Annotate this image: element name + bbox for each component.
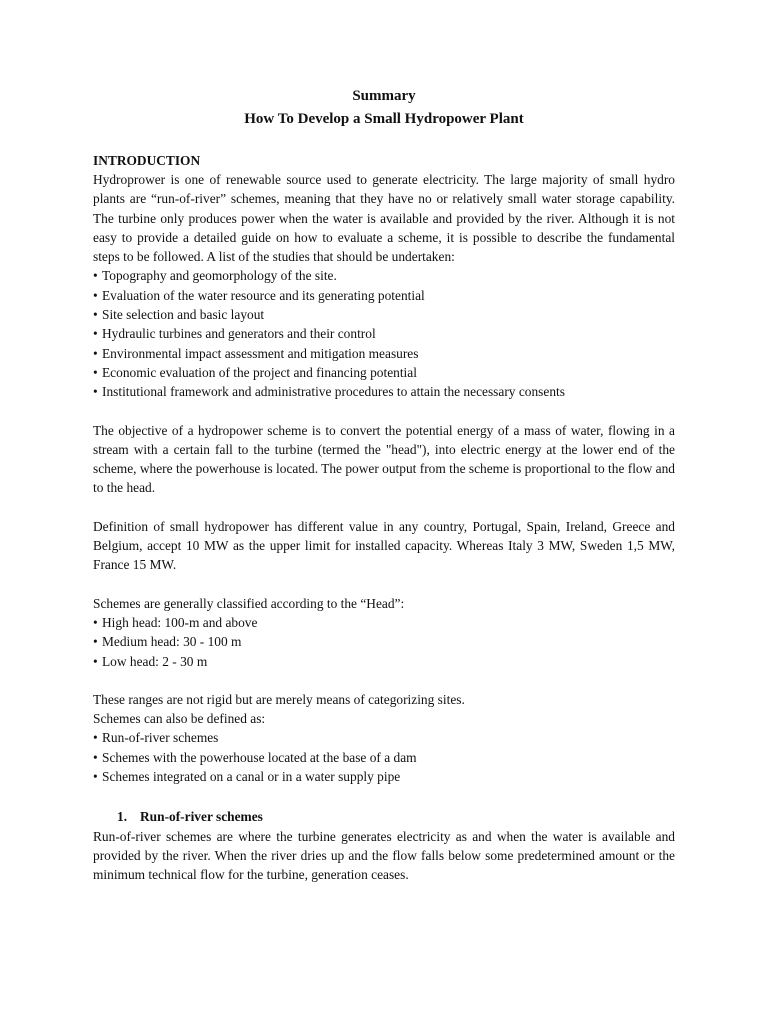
head-classes-list bbox=[93, 613, 675, 671]
list-item: • Hydraulic turbines and generators and their control bbox=[93, 324, 675, 343]
section-title: Run-of-river schemes bbox=[140, 809, 263, 825]
defined-as-line: Schemes can also be defined as: bbox=[93, 711, 266, 727]
list-item: • Schemes with the powerhouse located at the base of a dam bbox=[93, 748, 675, 767]
list-item: • Medium head: 30 - 100 m bbox=[93, 632, 675, 651]
introduction-heading: INTRODUCTION bbox=[93, 153, 201, 168]
list-item: • Run-of-river schemes bbox=[93, 728, 675, 747]
list-item: • Site selection and basic layout bbox=[93, 305, 675, 324]
list-item: • High head: 100-m and above bbox=[93, 613, 675, 632]
list-item: • Topography and geomorphology of the site. bbox=[93, 266, 675, 285]
definition-paragraph: Definition of small hydropower has different value in any country, Portugal, Spain, Ireland, Greece and Belgium, accept 10 MW as the upper limit for installed capacity. Whereas Italy 3 MW, Sweden 1,5 MW, France 15 MW. bbox=[93, 518, 675, 573]
list-item: • Evaluation of the water resource and its generating potential bbox=[93, 286, 675, 305]
document-title: Summary bbox=[352, 88, 416, 104]
list-item: • Low head: 2 - 30 m bbox=[93, 652, 675, 671]
head-intro: Schemes are generally classified according to the “Head”: bbox=[93, 595, 405, 611]
list-item: • Institutional framework and administrative procedures to attain the necessary consents bbox=[93, 382, 675, 401]
list-item: • Economic evaluation of the project and financing potential bbox=[93, 363, 675, 382]
section-1-heading bbox=[93, 807, 675, 826]
section-1-paragraph: Run-of-river schemes are where the turbine generates electricity as and when the water is available and provided by the river. When the river dries up and the flow falls below some predetermined amount or the minimum technical flow for the turbine, generation ceases. bbox=[93, 828, 675, 883]
intro-paragraph: Hydroprower is one of renewable source used to generate electricity. The large majority of small hydro plants are “run-of-river” schemes, meaning that they have no or relatively small water storage capability. The turbine only produces power when the water is available and provided by the river. Although it is not easy to provide a detailed guide on how to evaluate a scheme, it is possible to describe the fundamental steps to be followed. A list of the studies that should be undertaken: bbox=[93, 172, 675, 265]
scheme-types-list bbox=[93, 728, 675, 786]
list-item: • Schemes integrated on a canal or in a water supply pipe bbox=[93, 767, 675, 786]
document-subtitle: How To Develop a Small Hydropower Plant bbox=[244, 111, 524, 127]
objective-paragraph: The objective of a hydropower scheme is to convert the potential energy of a mass of water, flowing in a stream with a certain fall to the turbine (termed the "head"), into electric energy at the lower end of the scheme, where the powerhouse is located. The power output from the scheme is proportional to the flow and to the head. bbox=[93, 422, 675, 496]
document-body bbox=[93, 86, 675, 885]
studies-list bbox=[93, 266, 675, 401]
list-item: • Environmental impact assessment and mitigation measures bbox=[93, 344, 675, 363]
section-number: 1. bbox=[117, 809, 128, 825]
ranges-line: These ranges are not rigid but are merely means of categorizing sites. bbox=[93, 691, 465, 707]
